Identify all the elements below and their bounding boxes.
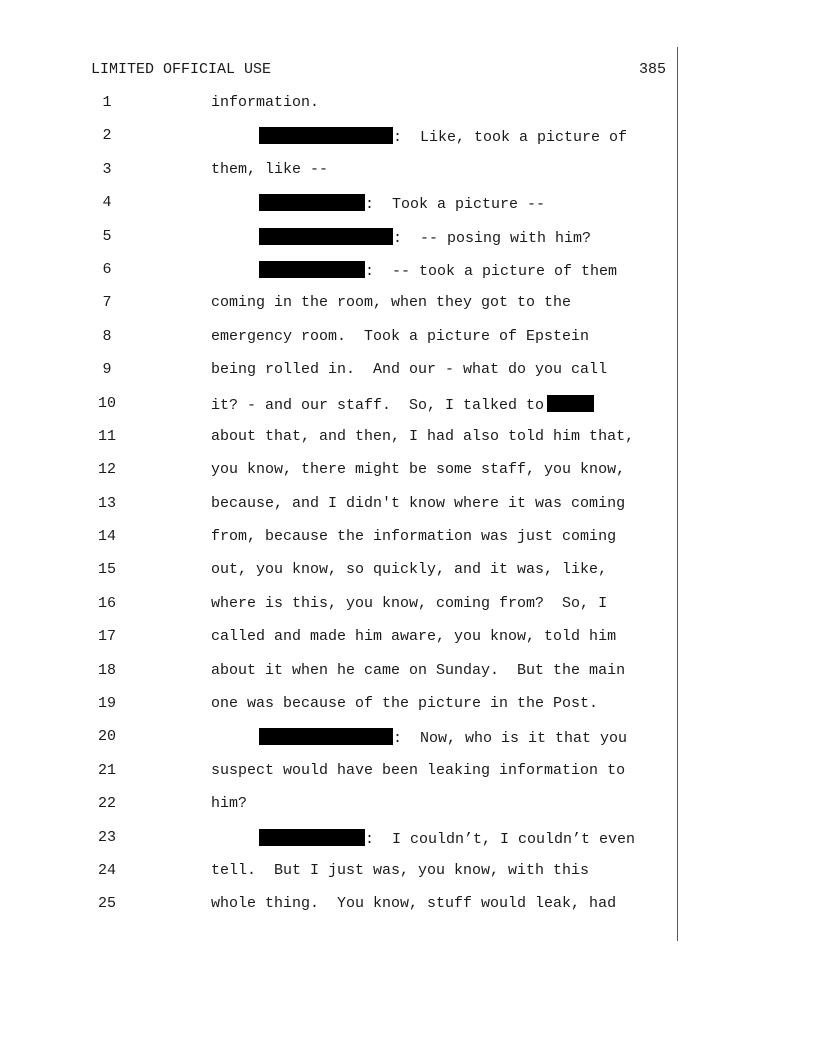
transcript-line: [0, 161, 816, 194]
transcript-line: [0, 495, 816, 528]
speaker-line-text: [259, 194, 545, 213]
inline-redaction: [547, 395, 594, 412]
line-text: where is this, you know, coming from? So, I: [211, 594, 608, 612]
line-text: it? - and our staff. So, I talked to: [211, 396, 545, 414]
transcript-line: [0, 862, 816, 895]
line-number: 14: [97, 528, 116, 546]
line-text: out, you know, so quickly, and it was, like,: [211, 561, 608, 579]
line-text: from, because the information was just coming: [211, 528, 617, 546]
line-number: 20: [97, 728, 116, 746]
line-number: 15: [97, 561, 116, 579]
line-number: 8: [102, 327, 112, 345]
line-text: one was because of the picture in the Post.: [211, 695, 599, 713]
line-number: 23: [97, 828, 116, 846]
transcript-line: [0, 662, 816, 695]
transcript-line: [0, 762, 816, 795]
line-number: 19: [97, 695, 116, 713]
line-text: you know, there might be some staff, you know,: [211, 461, 626, 479]
line-number: 3: [102, 160, 112, 178]
speaker-line-text: [259, 829, 635, 848]
line-number: 16: [97, 594, 116, 612]
line-text: because, and I didn't know where it was coming: [211, 494, 626, 512]
speaker-line-text: [259, 127, 627, 146]
transcript-line: [0, 461, 816, 494]
transcript-line: [0, 361, 816, 394]
line-number: 1: [102, 94, 112, 111]
line-text: him?: [211, 795, 248, 813]
line-text: whole thing. You know, stuff would leak, had: [211, 895, 617, 913]
transcript-line: [0, 395, 816, 428]
line-text: : Like, took a picture of: [393, 129, 628, 147]
line-number: 4: [102, 194, 112, 212]
speaker-redaction: [259, 728, 393, 745]
transcript-line: [0, 728, 816, 761]
line-number: 17: [97, 628, 116, 646]
line-number: 25: [97, 895, 116, 913]
speaker-line-text: [259, 261, 617, 280]
line-number: 22: [97, 795, 116, 813]
line-text: information.: [211, 94, 320, 111]
transcript-line: [0, 795, 816, 828]
transcript-line: [0, 294, 816, 327]
transcript-line: [0, 895, 816, 928]
line-number: 18: [97, 661, 116, 679]
speaker-line-text: [259, 728, 627, 747]
line-number: 10: [97, 394, 116, 412]
transcript-line: [0, 595, 816, 628]
speaker-line-text: [259, 228, 591, 247]
line-number: 13: [97, 494, 116, 512]
speaker-redaction: [259, 261, 365, 278]
line-text: about that, and then, I had also told him that,: [211, 427, 635, 445]
transcript-line: [0, 628, 816, 661]
line-text: tell. But I just was, you know, with this: [211, 861, 590, 879]
transcript-line: [0, 127, 816, 160]
line-text: about it when he came on Sunday. But the main: [211, 661, 626, 679]
classification-header: LIMITED OFFICIAL USE: [91, 61, 272, 78]
speaker-redaction: [259, 228, 393, 245]
line-text: suspect would have been leaking information to: [211, 761, 626, 779]
line-text: them, like --: [211, 160, 329, 178]
line-text: being rolled in. And our - what do you call: [211, 361, 608, 379]
line-number: 7: [102, 294, 112, 312]
transcript-line: [0, 94, 816, 127]
transcript-line: [0, 829, 816, 862]
speaker-redaction: [259, 194, 365, 211]
page-number: 385: [639, 61, 667, 78]
line-number: 2: [102, 127, 112, 145]
transcript-line: [0, 428, 816, 461]
line-text: emergency room. Took a picture of Epstein: [211, 327, 590, 345]
speaker-redaction: [259, 829, 365, 846]
line-number: 21: [97, 761, 116, 779]
line-text: coming in the room, when they got to the: [211, 294, 572, 312]
line-number: 5: [102, 227, 112, 245]
line-number: 12: [97, 461, 116, 479]
line-text: : -- took a picture of them: [365, 262, 618, 280]
line-text: called and made him aware, you know, told him: [211, 628, 617, 646]
transcript-lines: [0, 94, 816, 929]
transcript-line: [0, 695, 816, 728]
transcript-line: [0, 561, 816, 594]
line-number: 11: [97, 427, 116, 445]
line-text: : Took a picture --: [365, 196, 546, 214]
transcript-line: [0, 528, 816, 561]
line-number: 24: [97, 861, 116, 879]
line-text: : Now, who is it that you: [393, 730, 628, 748]
line-text-with-redaction: [211, 395, 594, 414]
line-text: : -- posing with him?: [393, 229, 592, 247]
transcript-line: [0, 194, 816, 227]
transcript-line: [0, 328, 816, 361]
transcript-line: [0, 228, 816, 261]
line-number: 6: [102, 260, 112, 278]
speaker-redaction: [259, 127, 393, 144]
line-text: : I couldn’t, I couldn’t even: [365, 830, 636, 848]
transcript-line: [0, 261, 816, 294]
line-number: 9: [102, 361, 112, 379]
